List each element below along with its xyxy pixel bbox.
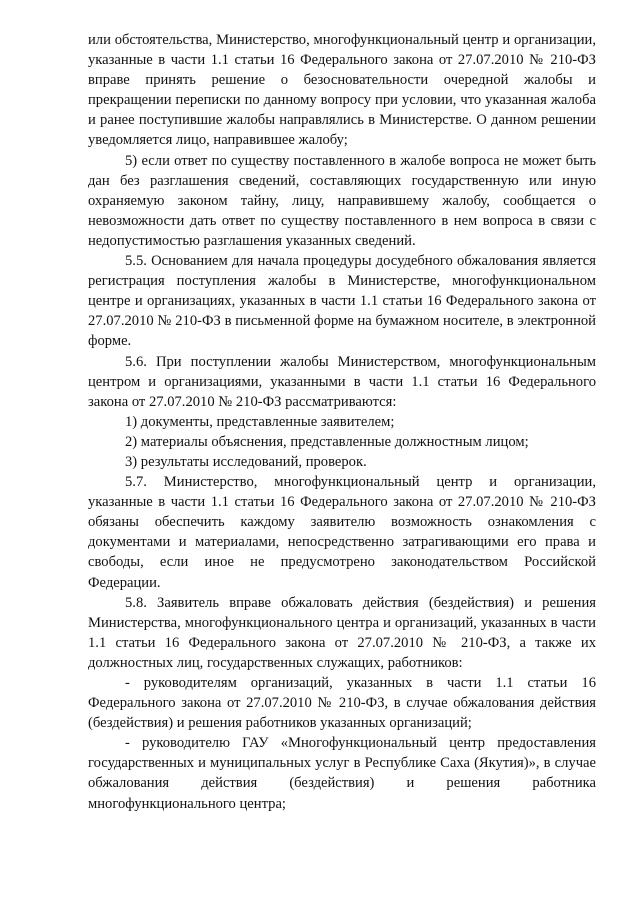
paragraph-5-6: 5.6. При поступлении жалобы Министерством, многофункциональным центром и организациями, указанными в части 1.1 статьи 16 Федерального закона от 27.07.2010 № 210-ФЗ рассматриваются: — [88, 353, 596, 410]
paragraph-5-7: 5.7. Министерство, многофункциональный центр и организации, указанные в части 1.1 статьи 16 Федерального закона от 27.07.2010 № 210-ФЗ обязаны обеспечить каждому заявителю возможность ознакомления с документами и материалами, непосредственно затрагивающими его права и свободы, если иное не предусмотрено законодательством Российской Федерации. — [88, 474, 596, 591]
paragraph-item-5: 5) если ответ по существу поставленного в жалобе вопроса не может быть дан без разглашения сведений, составляющих государственную или иную охраняемую законом тайну, лицу, направившему жалобу, сообщается о невозможности дать ответ по существу поставленного в нем вопроса в связи с недопустимостью разглашения указанных сведений. — [88, 152, 596, 249]
list-item-2: 2) материалы объяснения, представленные должностным лицом; — [125, 433, 529, 450]
paragraph-5-8: 5.8. Заявитель вправе обжаловать действия (бездействия) и решения Министерства, многофункционального центра и организаций, указанных в части 1.1 статьи 16 Федерального закона от 27.07.2010 № 210-ФЗ, а также их должностных лиц, государственных служащих, работников: — [88, 594, 596, 671]
list-item-3: 3) результаты исследований, проверок. — [125, 453, 367, 470]
paragraph-continuation: или обстоятельства, Министерство, многофункциональный центр и организации, указанные в части 1.1 статьи 16 Федерального закона от 27.07.2010 № 210-ФЗ вправе принять решение о безосновательности очередной жалобы и прекращении переписки по данному вопросу при условии, что указанная жалоба и ранее поступившие жалобы направлялись в Министерстве. О данном решении уведомляется лицо, направившее жалобу; — [88, 32, 596, 149]
list-item-1: 1) документы, представленные заявителем; — [125, 413, 395, 430]
dash-item-organizations: - руководителям организаций, указанных в части 1.1 статьи 16 Федерального закона от 27.07.2010 № 210-ФЗ, в случае обжалования действия (бездействия) и решения работников указанных организаций; — [88, 675, 596, 732]
document-page — [88, 30, 596, 814]
dash-item-mfc: - руководителю ГАУ «Многофункциональный центр предоставления государственных и муниципальных услуг в Республике Саха (Якутия)», в случае обжалования действия (бездействия) и решения работника многофункционального центра; — [88, 735, 596, 812]
paragraph-5-5: 5.5. Основанием для начала процедуры досудебного обжалования является регистрация поступления жалобы в Министерстве, многофункциональном центре и организациях, указанных в части 1.1 статьи 16 Федерального закона от 27.07.2010 № 210-ФЗ в письменной форме на бумажном носителе, в электронной форме. — [88, 253, 596, 350]
